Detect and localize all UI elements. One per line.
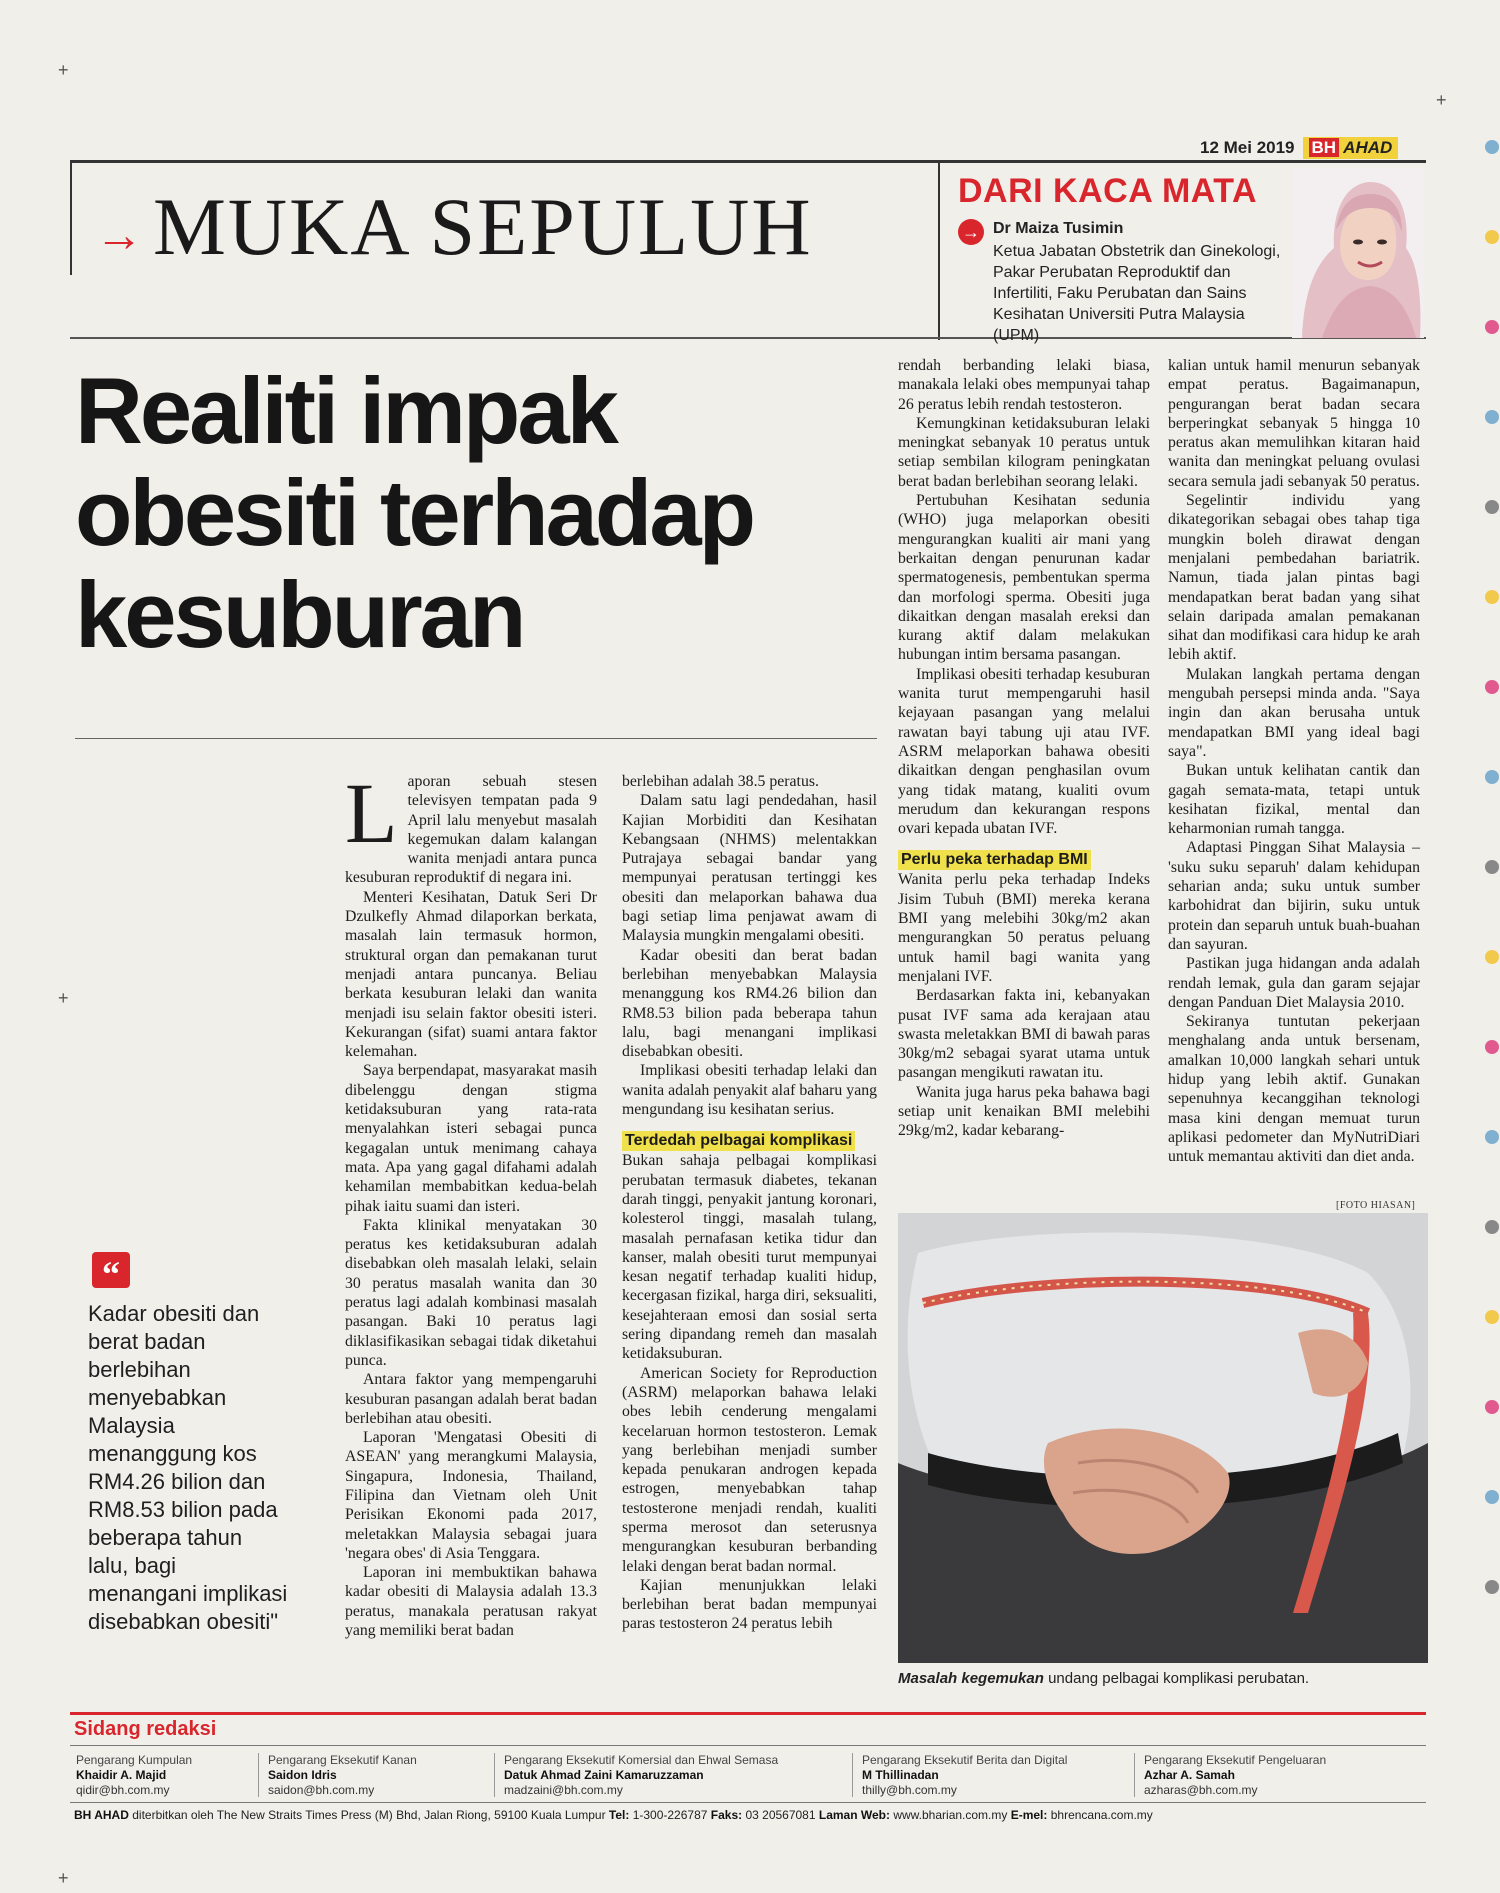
- header-divider: [70, 160, 72, 275]
- staff-name: Khaidir A. Majid: [76, 1768, 167, 1782]
- paragraph: Wanita juga harus peka bahawa bagi setiap unit kenaikan BMI melebihi 29kg/m2, kadar kebarang-: [898, 1083, 1150, 1140]
- registration-dot: [1485, 320, 1499, 334]
- quote-icon: “: [92, 1252, 130, 1288]
- imprint-text: diterbitkan oleh The New Straits Times Press (M) Bhd, Jalan Riong, 59100 Kuala Lumpur: [128, 1808, 609, 1822]
- registration-dot: [1485, 1490, 1499, 1504]
- staff-divider: [494, 1753, 495, 1797]
- paragraph: Adaptasi Pinggan Sihat Malaysia – 'suku suku separuh' dalam kehidupan seharian anda; suku untuk sumber karbohidrat dan bijirin, suku untuk protein dan separuh untuk buah-buahan dan sayuran.: [1168, 839, 1420, 953]
- footer-divider: [70, 1745, 1426, 1746]
- lead-paragraph: [345, 765, 597, 888]
- tel-value: 1-300-226787: [629, 1808, 711, 1822]
- paragraph: Laporan 'Mengatasi Obesiti di ASEAN' yang merangkumi Malaysia, Singapura, Indonesia, Thailand, Filipina dan Vietnam oleh Unit Perisikan Ekonomi pada 2017, meletakkan Malaysia sebagai juara 'negara obes' di Asia Tenggara.: [345, 1429, 597, 1562]
- drop-cap: L: [345, 765, 398, 861]
- headline-divider: [75, 738, 877, 739]
- web-label: Laman Web:: [818, 1808, 890, 1822]
- paragraph: rendah berbanding lelaki biasa, manakala lelaki obes mempunyai tahap 26 peratus lebih rendah testosteron.: [898, 357, 1150, 413]
- staff-role: Pengarang Kumpulan: [76, 1753, 193, 1767]
- fax-label: Faks:: [710, 1808, 743, 1822]
- registration-dot: [1485, 860, 1499, 874]
- registration-dot: [1485, 230, 1499, 244]
- staff-divider: [852, 1753, 853, 1797]
- registration-dot: [1485, 1130, 1499, 1144]
- pull-quote: Kadar obesiti dan berat badan berlebihan menyebabkan Malaysia menanggung kos RM4.26 bilion dan RM8.53 bilion pada beberapa tahun lalu, bagi menangani implikasi disebabkan obesiti": [88, 1301, 288, 1634]
- article-photo: [898, 1213, 1428, 1663]
- staff-entry: [268, 1753, 417, 1798]
- paragraph: Implikasi obesiti terhadap lelaki dan wanita adalah penyakit alaf baharu yang mengundang isu kesihatan serius.: [622, 1062, 877, 1119]
- paragraph: Pastikan juga hidangan anda adalah rendah lemak, gula dan garam sejajar dengan Panduan Diet Malaysia 2010.: [1168, 955, 1420, 1011]
- header-divider: [938, 160, 940, 340]
- staff-email: thilly@bh.com.my: [862, 1783, 957, 1797]
- brand-badge: [1303, 137, 1399, 159]
- paragraph: Segelintir individu yang dikategorikan sebagai obes tahap tiga mungkin boleh dirawat dengan menjalani pembedahan bariatrik. Namun, tiada jalan pintas bagi mendapatkan berat badan yang sihat selain daripada amalan pemakanan sihat dan modifikasi cara hidup ke arah lebih aktif.: [1168, 492, 1420, 664]
- email-label: E-mel:: [1010, 1808, 1048, 1822]
- photo-credit: [FOTO HIASAN]: [1336, 1200, 1416, 1211]
- subheading: Perlu peka terhadap BMI: [898, 850, 1091, 870]
- staff-name: Azhar A. Samah: [1144, 1768, 1235, 1782]
- staff-entry: [76, 1753, 192, 1798]
- staff-email: qidir@bh.com.my: [76, 1783, 170, 1797]
- paragraph: Implikasi obesiti terhadap kesuburan wanita turut mempengaruhi hasil kejayaan pasangan yang melalui rawatan bayi tabung uji atau IVF. ASRM melaporkan bahawa obesiti dikaitkan dengan penghasilan ovum yang tidak matang, kualiti ovum merudum dan kekurangan respons ovari kepada ubatan IVF.: [898, 665, 1150, 838]
- paragraph: berlebihan adalah 38.5 peratus.: [622, 773, 819, 790]
- staff-role: Pengarang Eksekutif Berita dan Digital: [862, 1753, 1068, 1767]
- paragraph: Menteri Kesihatan, Datuk Seri Dr Dzulkefly Ahmad dilaporkan berkata, masalah lain termasuk hormon, struktural organ dan pemakanan turut menjadi antara puncanya. Beliau berkata kesuburan lelaki dan wanita menjadi isu selain faktor obesiti isteri. Kekurangan (sifat) suami antara faktor kelemahan.: [345, 888, 597, 1061]
- tel-label: Tel:: [608, 1808, 630, 1822]
- paragraph: Sekiranya tuntutan pekerjaan menghalang anda untuk bersenam, amalkan 10,000 langkah sehari untuk hidup yang lebih aktif. Gunakan sepenuhnya kecanggihan teknologi masa kini dengan memuat turun aplikasi pedometer dan MyNutriDiari untuk memantau aktiviti dan diet anda.: [1168, 1013, 1420, 1166]
- paragraph: Saya berpendapat, masyarakat masih dibelenggu dengan stigma ketidaksuburan yang rata-rata menyalahkan isteri sebagai punca kegagalan untuk menimang cahaya mata. Apa yang gagal difahami adalah kehamilan membabitkan kedua-belah pihak iaitu suami dan isteri.: [345, 1062, 597, 1215]
- staff-role: Pengarang Eksekutif Komersial dan Ehwal Semasa: [504, 1753, 779, 1767]
- subheading: Terdedah pelbagai komplikasi: [622, 1131, 855, 1151]
- web-value: www.bharian.com.my: [890, 1808, 1011, 1822]
- paragraph: Bukan untuk kelihatan cantik dan gagah semata-mata, tetapi untuk kesihatan fizikal, mental dan keharmonian rumah tangga.: [1168, 762, 1420, 838]
- registration-dot: [1485, 770, 1499, 784]
- imprint-brand: BH AHAD: [74, 1808, 129, 1822]
- photo-caption: [898, 1670, 1309, 1687]
- registration-dot: [1485, 1220, 1499, 1234]
- lead-text: aporan sebuah stesen televisyen tempatan pada 9 April lalu menyebut masalah kegemukan dalam kalangan wanita menjadi antara punca kesuburan reproduktif di negara ini.: [345, 773, 597, 887]
- article-column-2: [622, 772, 877, 1634]
- paragraph: Antara faktor yang mempengaruhi kesuburan pasangan adalah berat badan berlebihan atau obesiti.: [345, 1371, 597, 1427]
- article-column-1: [345, 765, 597, 1640]
- author-description: Ketua Jabatan Obstetrik dan Ginekologi, Pakar Perubatan Reproduktif dan Infertiliti, Faku Perubatan dan Sains Kesihatan Universiti Putra Malaysia (UPM): [993, 243, 1281, 344]
- imprint-line: [74, 1808, 1153, 1822]
- issue-date: 12 Mei 2019: [1200, 138, 1295, 157]
- crop-mark: +: [1436, 90, 1447, 110]
- staff-email: saidon@bh.com.my: [268, 1783, 375, 1797]
- caption-bold: Masalah kegemukan: [898, 1670, 1044, 1687]
- section-arrow-icon: →: [95, 208, 145, 262]
- paragraph: Wanita perlu peka terhadap Indeks Jisim Tubuh (BMI) mereka kerana BMI yang melebihi 30kg/m2 akan mengurangkan 50 peratus peluang untuk hamil bagi wanita yang menjalani IVF.: [898, 871, 1150, 985]
- section-title: [95, 180, 813, 274]
- staff-name: Saidon Idris: [268, 1768, 337, 1782]
- registration-dot: [1485, 950, 1499, 964]
- fax-value: 03 20567081: [742, 1808, 819, 1822]
- article-column-4: [1168, 356, 1420, 1166]
- footer-divider: [70, 1802, 1426, 1803]
- registration-dot: [1485, 500, 1499, 514]
- registration-dot: [1485, 680, 1499, 694]
- registration-dot: [1485, 1310, 1499, 1324]
- article-column-3: [898, 356, 1150, 1141]
- issue-date-line: [1200, 137, 1398, 159]
- paragraph: Laporan ini membuktikan bahawa kadar obesiti di Malaysia adalah 13.3 peratus, manakala peratusan rakyat yang memiliki berat badan: [345, 1564, 597, 1640]
- paragraph: American Society for Reproduction (ASRM) melaporkan bahawa lelaki obes lebih cenderung mengalami kecelaruan hormon testosteron. Lemak yang berlebihan menjadi sumber kepada penukaran androgen kepada estrogen, menyebabkan tahap testosterone menjadi rendah, kualiti sperma merosot dan seterusnya mengurangkan kesuburan berbanding lelaki dengan berat badan normal.: [622, 1364, 877, 1575]
- registration-dot: [1485, 590, 1499, 604]
- registration-dot: [1485, 1400, 1499, 1414]
- crop-mark: +: [58, 988, 69, 1008]
- paragraph: Berdasarkan fakta ini, kebanyakan pusat IVF sama ada kerajaan atau swasta meletakkan BMI di bawah paras 30kg/m2 sebagai syarat utama untuk pasangan mengikuti rawatan itu.: [898, 987, 1150, 1082]
- column-title: DARI KACA MATA: [958, 172, 1258, 210]
- staff-divider: [1134, 1753, 1135, 1797]
- author-name: Dr Maiza Tusimin: [993, 220, 1124, 237]
- footer-divider: [70, 1712, 1426, 1715]
- staff-divider: [258, 1753, 259, 1797]
- staff-email: azharas@bh.com.my: [1144, 1783, 1258, 1797]
- registration-dot: [1485, 1580, 1499, 1594]
- staff-entry: [1144, 1753, 1326, 1798]
- author-portrait: [1292, 168, 1424, 338]
- paragraph: Dalam satu lagi pendedahan, hasil Kajian Morbiditi dan Kesihatan Kebangsaan (NHMS) melentakkan Putrajaya sebagai bandar yang mempunyai peratusan tertinggi kes obesiti dan melaporkan bahawa dua bagi setiap lima penjawat awam di Malaysia mungkin mengalami obesiti.: [622, 792, 877, 945]
- crop-mark: +: [58, 1868, 69, 1888]
- registration-dot: [1485, 140, 1499, 154]
- email-value: bhrencana.com.my: [1047, 1808, 1153, 1822]
- footer-title: Sidang redaksi: [74, 1718, 217, 1740]
- registration-dot: [1485, 410, 1499, 424]
- author-arrow-icon: →: [958, 219, 984, 245]
- crop-mark: +: [58, 60, 69, 80]
- staff-name: M Thillinadan: [862, 1768, 939, 1782]
- staff-entry: [862, 1753, 1067, 1798]
- paragraph: Kemungkinan ketidaksuburan lelaki meningkat sebanyak 10 peratus untuk setiap sembilan kilogram peningkatan berat badan berlebihan seorang lelaki.: [898, 414, 1150, 490]
- staff-role: Pengarang Eksekutif Kanan: [268, 1753, 417, 1767]
- registration-dot: [1485, 1040, 1499, 1054]
- brand-ahad: AHAD: [1343, 138, 1393, 157]
- staff-email: madzaini@bh.com.my: [504, 1783, 623, 1797]
- staff-entry: [504, 1753, 778, 1798]
- caption-text: undang pelbagai komplikasi perubatan.: [1043, 1670, 1310, 1687]
- paragraph: Fakta klinikal menyatakan 30 peratus kes ketidaksuburan adalah disebabkan oleh masalah lelaki, selain 30 peratus masalah wanita dan 30 peratus lagi adalah kombinasi masalah pasangan. Baki 10 peratus lagi diklasifikasikan sebagai tidak diketahui punca.: [345, 1216, 597, 1369]
- paragraph: Mulakan langkah pertama dengan mengubah persepsi minda anda. "Saya ingin dan akan berusaha untuk mendapatkan BMI yang ideal bagi saya".: [1168, 665, 1420, 760]
- section-title-text: MUKA SEPULUH: [153, 181, 813, 272]
- paragraph: Kadar obesiti dan berat badan berlebihan menyebabkan Malaysia menanggung kos RM4.26 bilion dan RM8.53 bilion pada beberapa tahun lalu, bagi menangani implikasi disebabkan obesiti.: [622, 946, 877, 1061]
- paragraph: kalian untuk hamil menurun sebanyak empat peratus. Bagaimanapun, pengurangan berat badan secara berperingkat sebanyak 5 hingga 10 peratus akan memulihkan kitaran haid wanita dan meningkat peluang ovulasi secara semula jadi sebanyak 50 peratus.: [1168, 357, 1420, 490]
- brand-bh: BH: [1309, 138, 1340, 157]
- paragraph: Kajian menunjukkan lelaki berlebihan berat badan mempunyai paras testosteron 24 peratus lebih: [622, 1576, 877, 1633]
- paragraph: Pertubuhan Kesihatan sedunia (WHO) juga melaporkan obesiti mengurangkan kualiti air mani yang berkaitan dengan penurunan kadar spermatogenesis, pembentukan sperma dan morfologi sperma. Obesiti juga dikaitkan dengan masalah ereksi dan kurang aktif dalam melakukan hubungan intim bersama pasangan.: [898, 492, 1150, 664]
- staff-name: Datuk Ahmad Zaini Kamaruzzaman: [504, 1768, 704, 1782]
- paragraph: Bukan sahaja pelbagai komplikasi perubatan termasuk diabetes, tekanan darah tinggi, penyakit jantung koronari, kolesterol tinggi, masalah tulang, masalah pernafasan ketika tidur dan kanser, malah obesiti turut mempunyai kesan negatif terhadap kualiti hidup, kecergasan fizikal, harga diri, seksualiti, kesejahteraan emosi dan sosial serta sering dipandang remeh dan masalah ketidaksuburan.: [622, 1152, 877, 1363]
- headline: Realiti impak obesiti terhadap kesuburan: [75, 358, 754, 667]
- staff-role: Pengarang Eksekutif Pengeluaran: [1144, 1753, 1327, 1767]
